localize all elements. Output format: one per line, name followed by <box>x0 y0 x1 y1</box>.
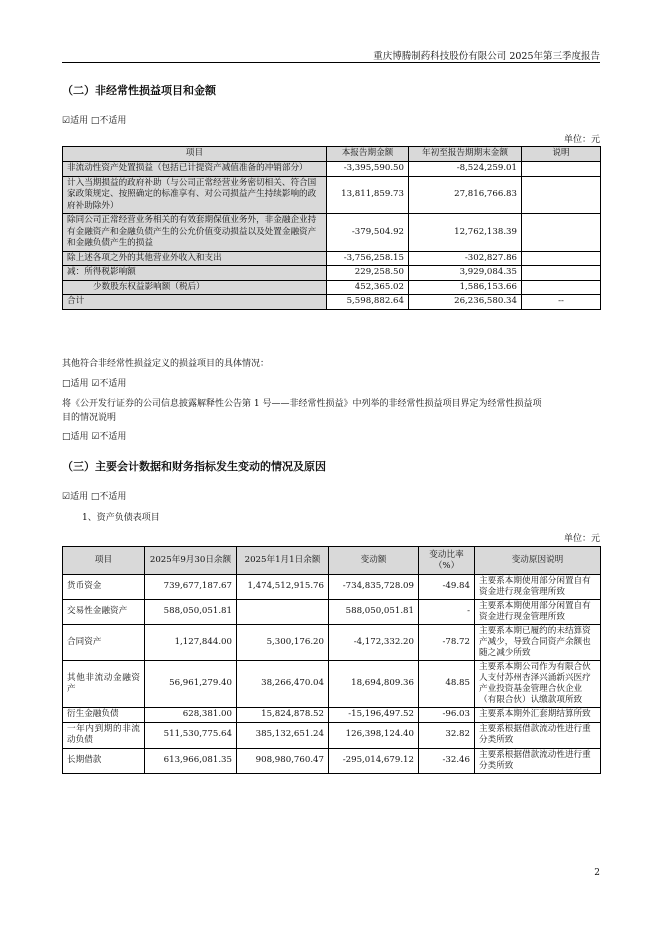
row-ratio: 48.85 <box>419 661 475 708</box>
col-header-ratio: 变动比率（%） <box>419 547 475 575</box>
row-item: 少数股东权益影响额（税后） <box>63 280 327 295</box>
row-change: 126,398,124.40 <box>329 722 419 748</box>
row-item: 合计 <box>63 295 327 310</box>
col-header-item: 项目 <box>63 147 327 162</box>
page-number: 2 <box>594 868 600 878</box>
row-sep30: 511,530,775.64 <box>145 722 237 748</box>
table-row <box>63 748 601 773</box>
table-row <box>63 600 601 625</box>
row-item: 长期借款 <box>63 748 145 773</box>
row-note <box>522 280 601 295</box>
explain-text-line-2: 目的情况说明 <box>62 413 117 423</box>
non-recurring-gains-table <box>62 146 601 310</box>
row-item: 货币资金 <box>63 575 145 600</box>
row-item: 交易性金融资产 <box>63 600 145 625</box>
row-current: 13,811,859.73 <box>327 176 409 214</box>
table-row-total <box>63 295 601 310</box>
table-row <box>63 708 601 723</box>
row-reason: 主要系本期使用部分闲置自有资金进行现金管理所致 <box>475 600 601 625</box>
row-current: -3,395,590.50 <box>327 162 409 177</box>
table-row <box>63 176 601 214</box>
header-divider <box>62 62 600 63</box>
row-ratio: - <box>419 600 475 625</box>
explain-text-line-1: 将《公开发行证券的公司信息披露解释性公告第 1 号——非经常性损益》中列举的非经常性损益项目界定为经常性损益项 <box>62 399 542 409</box>
section-2-title: （二）非经常性损益项目和金额 <box>62 84 216 97</box>
row-jan1: 385,132,651.24 <box>237 722 329 748</box>
other-items-text: 其他符合非经常性损益定义的损益项目的具体情况： <box>62 359 270 369</box>
row-item: 除同公司正常经营业务相关的有效套期保值业务外，非金融企业持有金融资产和金融负债产生的公允价值变动损益以及处置金融资产和金融负债产生的损益 <box>63 214 327 252</box>
row-jan1: 1,474,512,915.76 <box>237 575 329 600</box>
row-change: -15,196,497.52 <box>329 708 419 723</box>
row-note: -- <box>522 295 601 310</box>
table-row <box>63 280 601 295</box>
col-header-jan1: 2025年1月1日余额 <box>237 547 329 575</box>
section-3-applicable: ☑适用 □不适用 <box>62 492 127 502</box>
report-header-title: 重庆博腾制药科技股份有限公司 2025年第三季度报告 <box>373 51 600 62</box>
row-change: 18,694,809.36 <box>329 661 419 708</box>
row-note <box>522 162 601 177</box>
row-ratio: 32.82 <box>419 722 475 748</box>
row-item: 减：所得税影响额 <box>63 266 327 281</box>
row-ytd: 1,586,153.66 <box>409 280 522 295</box>
row-item: 一年内到期的非流动负债 <box>63 722 145 748</box>
row-sep30: 739,677,187.67 <box>145 575 237 600</box>
row-ytd: -8,524,259.01 <box>409 162 522 177</box>
table-row <box>63 251 601 266</box>
balance-sheet-subtitle: 1、资产负债表项目 <box>82 513 160 523</box>
explain-applicable: □适用 ☑不适用 <box>62 432 127 442</box>
row-current: -379,504.92 <box>327 214 409 252</box>
table-header-row <box>63 147 601 162</box>
col-header-reason: 变动原因说明 <box>475 547 601 575</box>
row-current: 229,258.50 <box>327 266 409 281</box>
row-change: -734,835,728.09 <box>329 575 419 600</box>
row-sep30: 613,966,081.35 <box>145 748 237 773</box>
row-current: 452,365.02 <box>327 280 409 295</box>
row-item: 非流动性资产处置损益（包括已计提资产减值准备的冲销部分） <box>63 162 327 177</box>
row-ratio: -78.72 <box>419 625 475 661</box>
row-ytd: 26,236,580.34 <box>409 295 522 310</box>
row-note <box>522 266 601 281</box>
col-header-item: 项目 <box>63 547 145 575</box>
table-row <box>63 661 601 708</box>
col-header-current: 本报告期金额 <box>327 147 409 162</box>
row-jan1 <box>237 600 329 625</box>
row-item: 衍生金融负债 <box>63 708 145 723</box>
row-jan1: 15,824,878.52 <box>237 708 329 723</box>
table-row <box>63 214 601 252</box>
row-note <box>522 251 601 266</box>
row-current: -3,756,258.15 <box>327 251 409 266</box>
row-ratio: -32.46 <box>419 748 475 773</box>
row-reason: 主要系根据借款流动性进行重分类所致 <box>475 722 601 748</box>
row-item: 合同资产 <box>63 625 145 661</box>
table-header-row <box>63 547 601 575</box>
row-jan1: 908,980,760.47 <box>237 748 329 773</box>
row-reason: 主要系本期已履约的未结算资产减少，导致合同资产余额也随之减少所致 <box>475 625 601 661</box>
section-2-applicable: ☑适用 □不适用 <box>62 116 127 126</box>
row-change: 588,050,051.81 <box>329 600 419 625</box>
table-row <box>63 162 601 177</box>
row-current: 5,598,882.64 <box>327 295 409 310</box>
row-reason: 主要系本期公司作为有限合伙人支付苏州杏泽兴涌新兴医疗产业投资基金管理合伙企业（有限合伙）认缴款项所致 <box>475 661 601 708</box>
row-ytd: 27,816,766.83 <box>409 176 522 214</box>
row-jan1: 38,266,470.04 <box>237 661 329 708</box>
table-row <box>63 266 601 281</box>
table-row <box>63 625 601 661</box>
row-reason: 主要系本期使用部分闲置自有资金进行现金管理所致 <box>475 575 601 600</box>
row-sep30: 1,127,844.00 <box>145 625 237 661</box>
row-ytd: 12,762,138.39 <box>409 214 522 252</box>
row-change: -4,172,332.20 <box>329 625 419 661</box>
row-jan1: 5,300,176.20 <box>237 625 329 661</box>
row-item: 除上述各项之外的其他营业外收入和支出 <box>63 251 327 266</box>
row-sep30: 628,381.00 <box>145 708 237 723</box>
col-header-ytd: 年初至报告期期末金额 <box>409 147 522 162</box>
balance-sheet-changes-table <box>62 546 601 774</box>
row-ratio: -96.03 <box>419 708 475 723</box>
row-ytd: 3,929,084.35 <box>409 266 522 281</box>
section-3-unit: 单位：元 <box>563 534 600 544</box>
row-item: 计入当期损益的政府补助（与公司正常经营业务密切相关、符合国家政策规定、按照确定的标准享有、对公司损益产生持续影响的政府补助除外） <box>63 176 327 214</box>
col-header-change: 变动额 <box>329 547 419 575</box>
other-items-applicable: □适用 ☑不适用 <box>62 379 127 389</box>
col-header-note: 说明 <box>522 147 601 162</box>
row-reason: 主要系根据借款流动性进行重分类所致 <box>475 748 601 773</box>
row-sep30: 56,961,279.40 <box>145 661 237 708</box>
row-item: 其他非流动金融资产 <box>63 661 145 708</box>
table-row <box>63 575 601 600</box>
col-header-sep30: 2025年9月30日余额 <box>145 547 237 575</box>
row-change: -295,014,679.12 <box>329 748 419 773</box>
section-2-unit: 单位：元 <box>563 135 600 145</box>
row-ytd: -302,827.86 <box>409 251 522 266</box>
section-3-title: （三）主要会计数据和财务指标发生变动的情况及原因 <box>62 460 326 473</box>
row-sep30: 588,050,051.81 <box>145 600 237 625</box>
row-note <box>522 176 601 214</box>
row-reason: 主要系本期外汇套期结算所致 <box>475 708 601 723</box>
row-note <box>522 214 601 252</box>
row-ratio: -49.84 <box>419 575 475 600</box>
table-row <box>63 722 601 748</box>
